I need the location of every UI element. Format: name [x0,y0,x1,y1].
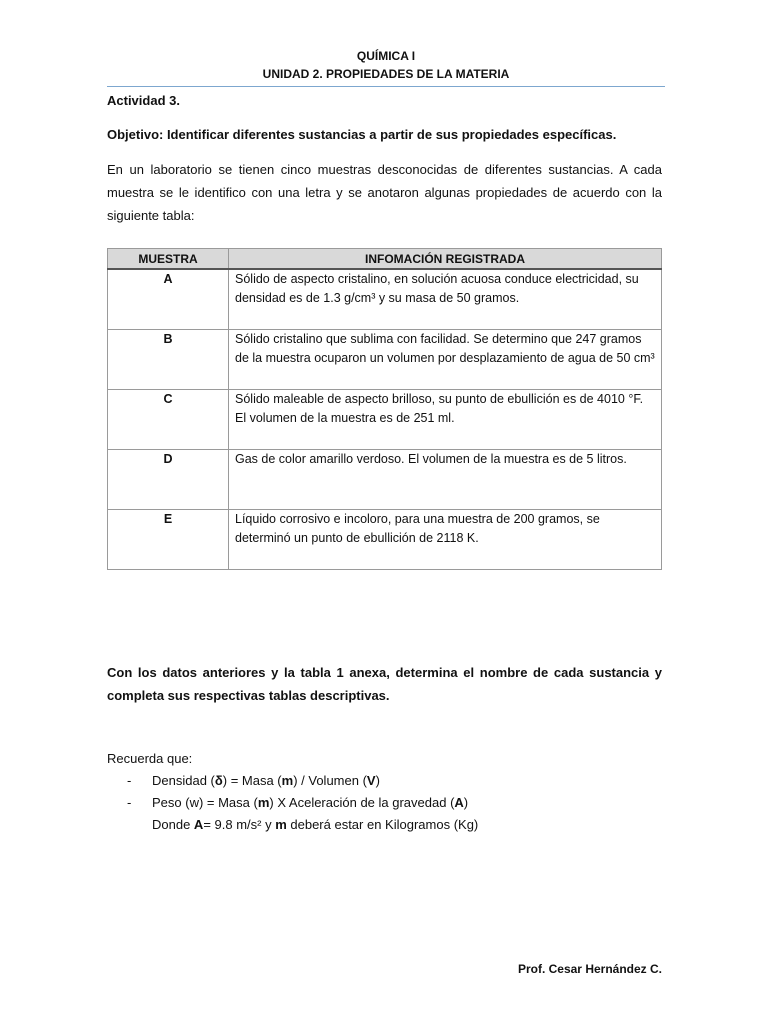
note-text: Donde [152,817,194,832]
intro-paragraph: En un laboratorio se tienen cinco muestras desconocidas de diferentes sustancias. A cada muestra se le identifico con una letra y se anotaron algunas propiedades de acuerdo con la siguiente tabla: [107,162,662,223]
note-symbol: m [275,817,287,832]
formula-text: ) X Aceleración de la gravedad ( [269,795,455,810]
sample-info [229,390,662,450]
sample-letter: B [108,330,229,390]
formula-symbol: δ [214,773,223,788]
sample-info-text: Sólido cristalino que sublima con facilidad. Se determino que 247 gramos de la muestra ocuparon un volumen por desplazamiento de agua de 50 cm³ [235,332,655,365]
reminder-title: Recuerda que: [107,751,193,766]
bullet-dash: - [127,773,132,788]
table-row [108,330,662,390]
formula-symbol: m [257,795,270,810]
table-header-row [108,249,662,270]
column-header-info: INFOMACIÓN REGISTRADA [229,249,662,270]
list-item [127,770,478,792]
objective-text: Objetivo: Identificar diferentes sustancias a partir de sus propiedades específicas. [107,127,617,142]
sample-info [229,330,662,390]
sample-info-text: Gas de color amarillo verdoso. El volumen de la muestra es de 5 litros. [235,452,627,466]
unit-title: UNIDAD 2. PROPIEDADES DE LA MATERIA [262,67,510,81]
bullet-dash: - [127,795,132,810]
sample-letter: E [108,510,229,570]
task-instruction: Con los datos anteriores y la tabla 1 anexa, determina el nombre de cada sustancia y completa sus respectivas tablas descriptivas. [107,665,662,703]
activity-title: Actividad 3. [107,93,180,108]
course-title: QUÍMICA I [356,49,416,63]
column-header-sample: MUESTRA [108,249,229,270]
formula-text: ) / Volumen ( [293,773,367,788]
formula-symbol: m [281,773,294,788]
sample-info-text: Sólido maleable de aspecto brilloso, su punto de ebullición es de 4010 °F. El volumen de la muestra es de 251 ml. [235,392,644,425]
formula-symbol: V [366,773,376,788]
samples-table [107,248,662,570]
note-text: deberá estar en Kilogramos (Kg) [286,817,479,832]
sample-info [229,269,662,330]
sample-info-text: Sólido de aspecto cristalino, en solución acuosa conduce electricidad, su densidad es de 1.3 g/cm³ y su masa de 50 gramos. [235,272,639,305]
formula-list [127,770,478,836]
note-symbol: A [193,817,204,832]
formula-text: Peso (w) = Masa ( [152,795,258,810]
formula-text: Densidad ( [152,773,215,788]
sample-info-text: Líquido corrosivo e incoloro, para una muestra de 200 gramos, se determinó un punto de ebullición de 2118 K. [235,512,600,545]
table-row [108,269,662,330]
table-row [108,390,662,450]
header-divider [107,86,665,87]
sample-letter: A [108,269,229,330]
formula-symbol: A [454,795,464,810]
list-item [127,792,478,814]
sample-letter: D [108,450,229,510]
table-row [108,450,662,510]
formula-text: ) [463,795,469,810]
table-row [108,510,662,570]
sample-info [229,510,662,570]
formula-note [127,814,478,836]
formula-text: ) = Masa ( [222,773,282,788]
sample-info [229,450,662,510]
author-signature: Prof. Cesar Hernández C. [517,962,662,976]
sample-letter: C [108,390,229,450]
note-text: = 9.8 m/s² y [203,817,276,832]
formula-text: ) [375,773,380,788]
document-header [107,47,665,83]
